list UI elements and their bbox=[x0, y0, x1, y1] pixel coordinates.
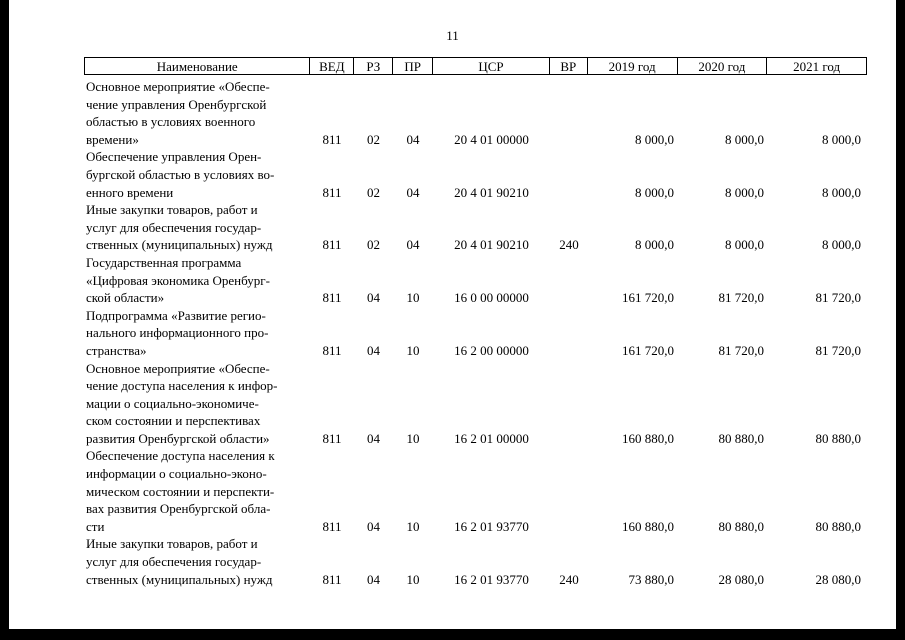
row-name-line: Основное мероприятие «Обеспе- bbox=[86, 79, 270, 94]
cell-pr: 10 bbox=[406, 430, 420, 446]
cell-2021: 8 000,0 bbox=[822, 237, 861, 253]
row-name bbox=[84, 148, 310, 201]
cell-2021: 81 720,0 bbox=[815, 342, 861, 358]
cell-rz: 04 bbox=[367, 290, 380, 306]
cell-rz: 02 bbox=[367, 237, 380, 253]
cell-2020: 8 000,0 bbox=[725, 237, 764, 253]
scan-border-left bbox=[0, 0, 9, 640]
cell-csr: 16 2 01 00000 bbox=[454, 430, 529, 446]
header-vr: ВР bbox=[550, 58, 588, 74]
page-number: 11 bbox=[446, 28, 459, 43]
cell-csr: 20 4 01 90210 bbox=[454, 184, 529, 200]
row-name-line: Государственная программа bbox=[86, 254, 242, 270]
row-name-line: ственных (муниципальных) нужд bbox=[86, 571, 273, 587]
header-2019: 2019 год bbox=[588, 58, 678, 74]
scan-border-right bbox=[896, 0, 905, 640]
row-name-line: чение доступа населения к инфор- bbox=[86, 378, 278, 394]
cell-2019: 73 880,0 bbox=[628, 571, 674, 587]
cell-2020: 81 720,0 bbox=[718, 342, 764, 358]
cell-csr: 20 4 01 90210 bbox=[454, 237, 529, 253]
header-name: Наименование bbox=[85, 58, 310, 74]
cell-rz: 02 bbox=[367, 184, 380, 200]
cell-2020: 81 720,0 bbox=[718, 290, 764, 306]
cell-csr: 16 2 01 93770 bbox=[454, 518, 529, 534]
cell-pr: 04 bbox=[406, 184, 420, 200]
cell-2021: 80 880,0 bbox=[815, 430, 861, 446]
cell-2019: 161 720,0 bbox=[622, 342, 674, 358]
cell-ved: 811 bbox=[322, 184, 342, 200]
row-name-line: услуг для обеспечения государ- bbox=[86, 219, 262, 235]
row-name-line: ской области» bbox=[86, 290, 165, 306]
cell-csr: 20 4 01 00000 bbox=[454, 131, 529, 147]
cell-ved: 811 bbox=[322, 290, 342, 306]
row-name-line: «Цифровая экономика Оренбург- bbox=[86, 272, 270, 288]
row-name-line: мации о социально-экономиче- bbox=[86, 395, 259, 411]
cell-rz: 04 bbox=[367, 342, 380, 358]
cell-2020: 8 000,0 bbox=[725, 184, 764, 200]
row-name-line: вах развития Оренбургской обла- bbox=[86, 501, 271, 517]
row-name bbox=[84, 360, 310, 448]
row-name-line: ском состоянии и перспективах bbox=[86, 413, 261, 429]
table-row bbox=[84, 307, 867, 360]
table-row bbox=[84, 254, 867, 307]
cell-csr: 16 2 01 93770 bbox=[454, 571, 529, 587]
cell-ved: 811 bbox=[322, 131, 342, 147]
row-name bbox=[84, 78, 310, 148]
cell-2019: 160 880,0 bbox=[622, 430, 674, 446]
cell-pr: 10 bbox=[406, 342, 420, 358]
table-row bbox=[84, 78, 867, 148]
cell-ved: 811 bbox=[322, 571, 342, 587]
cell-ved: 811 bbox=[322, 342, 342, 358]
row-name-line: развития Оренбургской области» bbox=[86, 430, 270, 446]
header-pr: ПР bbox=[393, 58, 433, 74]
row-name-line: нального информационного про- bbox=[86, 325, 269, 341]
row-name-line: Обеспечение доступа населения к bbox=[86, 448, 275, 464]
table-row bbox=[84, 148, 867, 201]
table-row bbox=[84, 201, 867, 254]
table-row bbox=[84, 535, 867, 588]
cell-2021: 28 080,0 bbox=[815, 571, 861, 587]
cell-pr: 04 bbox=[406, 131, 420, 147]
header-2020: 2020 год bbox=[678, 58, 768, 74]
header-csr: ЦСР bbox=[433, 58, 550, 74]
cell-ved: 811 bbox=[322, 430, 342, 446]
row-name bbox=[84, 535, 310, 588]
cell-2021: 8 000,0 bbox=[822, 184, 861, 200]
row-name-line: информации о социально-эконо- bbox=[86, 466, 267, 482]
table-row bbox=[84, 360, 867, 448]
cell-2021: 8 000,0 bbox=[822, 131, 861, 147]
cell-ved: 811 bbox=[322, 518, 342, 534]
cell-2019: 8 000,0 bbox=[635, 237, 674, 253]
row-name-line: чение управления Оренбургской bbox=[86, 96, 267, 112]
table-body bbox=[84, 78, 867, 588]
row-name bbox=[84, 201, 310, 254]
row-name-line: времени» bbox=[86, 131, 139, 147]
cell-2020: 80 880,0 bbox=[718, 518, 764, 534]
cell-ved: 811 bbox=[322, 237, 342, 253]
cell-vr: 240 bbox=[559, 571, 579, 587]
row-name-line: Основное мероприятие «Обеспе- bbox=[86, 360, 270, 376]
header-rz: РЗ bbox=[354, 58, 393, 74]
row-name-line: Иные закупки товаров, работ и bbox=[86, 536, 258, 552]
cell-2019: 8 000,0 bbox=[635, 131, 674, 147]
row-name-line: ственных (муниципальных) нужд bbox=[86, 237, 273, 253]
row-name-line: Иные закупки товаров, работ и bbox=[86, 202, 258, 218]
row-name bbox=[84, 254, 310, 307]
row-name-line: странства» bbox=[86, 342, 147, 358]
row-name-line: бургской областью в условиях во- bbox=[86, 166, 275, 182]
cell-2019: 161 720,0 bbox=[622, 290, 674, 306]
table-header bbox=[84, 57, 867, 75]
cell-2021: 81 720,0 bbox=[815, 290, 861, 306]
row-name bbox=[84, 307, 310, 360]
row-name-line: енного времени bbox=[86, 184, 174, 200]
table-row bbox=[84, 447, 867, 535]
row-name-line: мическом состоянии и перспекти- bbox=[86, 483, 275, 499]
cell-pr: 10 bbox=[406, 518, 420, 534]
row-name-line: Подпрограмма «Развитие регио- bbox=[86, 307, 266, 323]
row-name-line: областью в условиях военного bbox=[86, 114, 256, 130]
cell-rz: 04 bbox=[367, 430, 380, 446]
cell-2019: 160 880,0 bbox=[622, 518, 674, 534]
cell-pr: 10 bbox=[406, 571, 420, 587]
cell-csr: 16 2 00 00000 bbox=[454, 342, 529, 358]
cell-csr: 16 0 00 00000 bbox=[454, 290, 529, 306]
cell-pr: 04 bbox=[406, 237, 420, 253]
cell-2020: 80 880,0 bbox=[718, 430, 764, 446]
cell-pr: 10 bbox=[406, 290, 420, 306]
row-name-line: услуг для обеспечения государ- bbox=[86, 554, 262, 570]
cell-rz: 04 bbox=[367, 571, 380, 587]
scan-border-bottom bbox=[0, 629, 905, 640]
row-name-line: Обеспечение управления Орен- bbox=[86, 149, 262, 165]
row-name-line: сти bbox=[86, 518, 105, 534]
cell-rz: 02 bbox=[367, 131, 380, 147]
row-name bbox=[84, 447, 310, 535]
cell-2019: 8 000,0 bbox=[635, 184, 674, 200]
header-2021: 2021 год bbox=[793, 58, 841, 74]
cell-rz: 04 bbox=[367, 518, 380, 534]
cell-2021: 80 880,0 bbox=[815, 518, 861, 534]
header-ved: ВЕД bbox=[310, 58, 354, 74]
cell-2020: 8 000,0 bbox=[725, 131, 764, 147]
cell-vr: 240 bbox=[559, 237, 579, 253]
cell-2020: 28 080,0 bbox=[718, 571, 764, 587]
